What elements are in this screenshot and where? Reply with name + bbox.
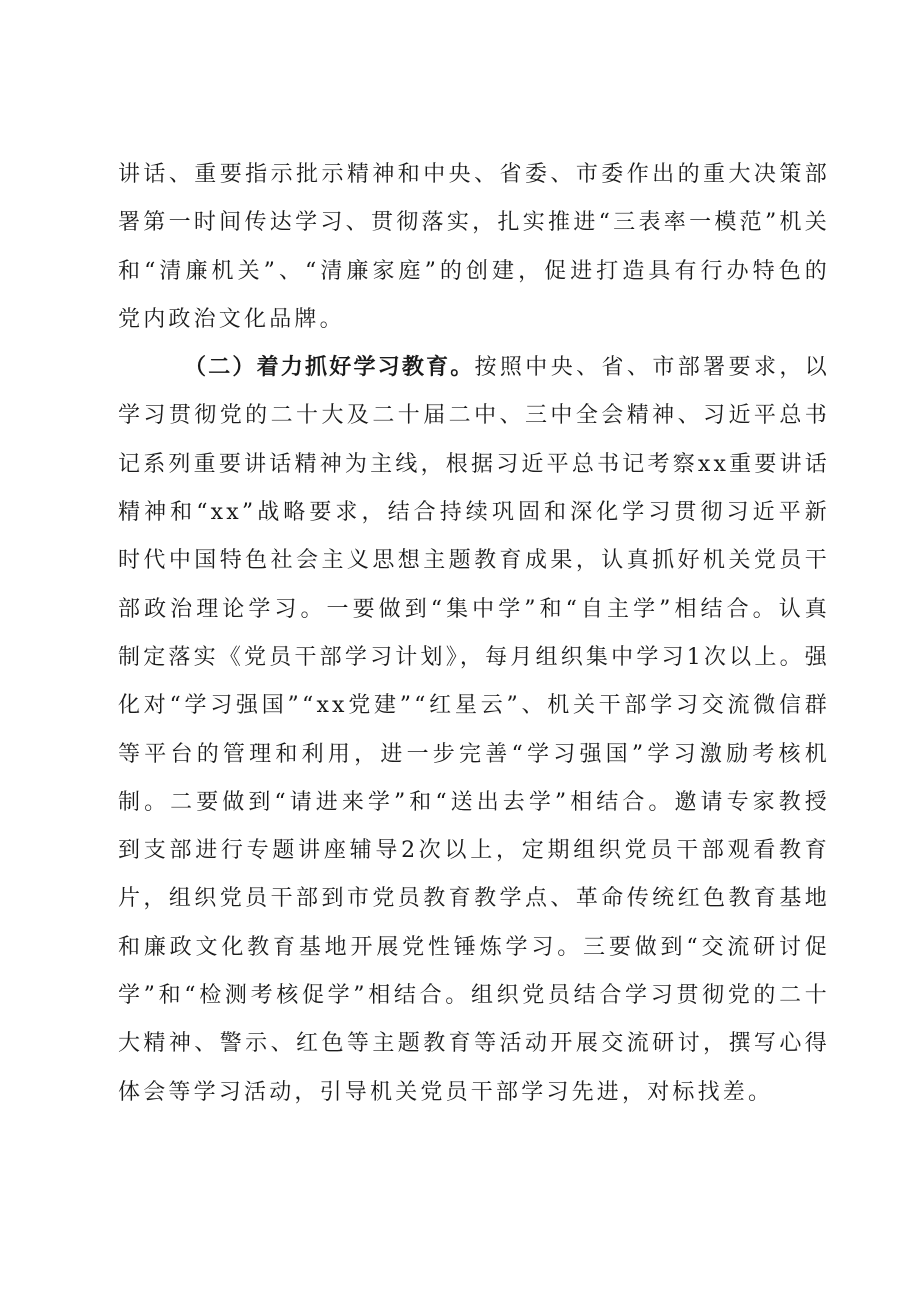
paragraph-1-text: 讲话、重要指示批示精神和中央、省委、市委作出的重大决策部署第一时间传达学习、贯彻落实，扎实推进“三表率一模范”机关和“清廉机关”、“清廉家庭”的创建，促进打造具有行办特色的党内政治文化品牌。 xyxy=(118,162,830,332)
paragraph-2-text: 按照中央、省、市部署要求，以学习贯彻党的二十大及二十届二中、三中全会精神、习近平总书记系列重要讲话精神为主线，根据习近平总书记考察xx重要讲话精神和“xx”战略要求，结合持续巩固和深化学习贯彻习近平新时代中国特色社会主义思想主题教育成果，认真抓好机关党员干部政治理论学习。一要做到“集中学”和“自主学”相结合。认真制定落实《党员干部学习计划》，每月组织集中学习1次以上。强化对“学习强国”“xx党建”“红星云”、机关干部学习交流微信群等平台的管理和利用，进一步完善“学习强国”学习激励考核机制。二要做到“请进来学”和“送出去学”相结合。邀请专家教授到支部进行专题讲座辅导2次以上，定期组织党员干部观看教育片，组织党员干部到市党员教育教学点、革命传统红色教育基地和廉政文化教育基地开展党性锤炼学习。三要做到“交流研讨促学”和“检测考核促学”相结合。组织党员结合学习贯彻党的二十大精神、警示、红色等主题教育等活动开展交流研讨，撰写心得体会等学习活动，引导机关党员干部学习先进，对标找差。 xyxy=(118,355,830,1105)
paragraph-study-education xyxy=(118,344,830,1117)
document-body xyxy=(118,151,830,1117)
section-heading: （二）着力抓好学习教育。 xyxy=(184,355,475,381)
paragraph-continuation xyxy=(118,151,830,344)
